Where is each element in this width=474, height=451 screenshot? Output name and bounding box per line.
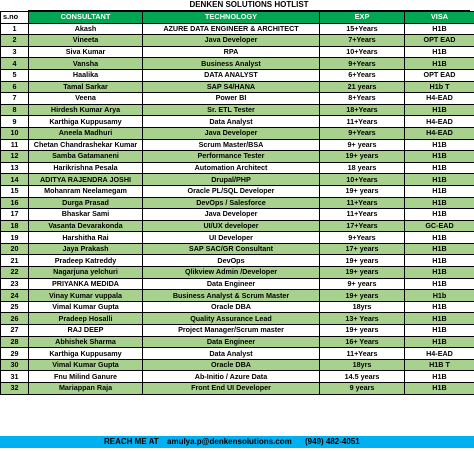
cell-consultant[interactable]: Haalika (29, 69, 143, 81)
cell-sno[interactable]: 27 (1, 325, 29, 337)
cell-consultant[interactable]: RAJ DEEP (29, 325, 143, 337)
cell-sno[interactable]: 26 (1, 313, 29, 325)
cell-sno[interactable]: 32 (1, 383, 29, 395)
table-row[interactable] (1, 359, 474, 371)
table-row[interactable] (1, 23, 474, 35)
cell-consultant[interactable]: Vinay Kumar vuppala (29, 290, 143, 302)
cell-technology[interactable]: Scrum Master/BSA (143, 139, 320, 151)
cell-exp[interactable]: 11+Years (320, 348, 405, 360)
table-row[interactable] (1, 290, 474, 302)
cell-technology[interactable]: Automation Architect (143, 162, 320, 174)
table-row[interactable] (1, 197, 474, 209)
cell-consultant[interactable]: Vineeta (29, 35, 143, 47)
cell-sno[interactable]: 1 (1, 23, 29, 35)
cell-technology[interactable]: Data Analyst (143, 348, 320, 360)
cell-visa[interactable]: H1B (405, 58, 474, 70)
cell-consultant[interactable]: Bhaskar Sami (29, 209, 143, 221)
cell-sno[interactable]: 13 (1, 162, 29, 174)
cell-visa[interactable]: H1B (405, 209, 474, 221)
cell-consultant[interactable]: Veena (29, 93, 143, 105)
cell-sno[interactable]: 16 (1, 197, 29, 209)
cell-sno[interactable]: 21 (1, 255, 29, 267)
cell-exp[interactable]: 11+Years (320, 197, 405, 209)
cell-visa[interactable]: H1b T (405, 81, 474, 93)
cell-consultant[interactable]: Vimal Kumar Gupta (29, 359, 143, 371)
cell-technology[interactable]: Oracle PL/SQL Developer (143, 185, 320, 197)
cell-visa[interactable]: H1B T (405, 359, 474, 371)
header-visa[interactable]: VISA (405, 12, 474, 24)
cell-exp[interactable]: 19+ years (320, 325, 405, 337)
cell-visa[interactable]: H1B (405, 46, 474, 58)
cell-exp[interactable]: 9+Years (320, 232, 405, 244)
contact-footer (0, 436, 474, 448)
table-row[interactable] (1, 267, 474, 279)
cell-visa[interactable]: H1B (405, 383, 474, 395)
cell-sno[interactable]: 6 (1, 81, 29, 93)
cell-consultant[interactable]: Karthiga Kuppusamy (29, 348, 143, 360)
contact-phone[interactable]: (949) 482-4051 (305, 437, 360, 446)
cell-technology[interactable]: DATA ANALYST (143, 69, 320, 81)
header-sno[interactable]: s.no (1, 12, 29, 24)
cell-technology[interactable]: AZURE DATA ENGINEER & ARCHITECT (143, 23, 320, 35)
cell-visa[interactable]: H1B (405, 325, 474, 337)
cell-sno[interactable]: 4 (1, 58, 29, 70)
cell-sno[interactable]: 24 (1, 290, 29, 302)
cell-technology[interactable]: Java Developer (143, 209, 320, 221)
cell-visa[interactable]: H1B (405, 313, 474, 325)
cell-exp[interactable]: 17+Years (320, 220, 405, 232)
table-row[interactable] (1, 46, 474, 58)
cell-visa[interactable]: H1B (405, 151, 474, 163)
cell-exp[interactable]: 16+ Years (320, 336, 405, 348)
cell-technology[interactable]: Data Engineer (143, 278, 320, 290)
cell-exp[interactable]: 10+Years (320, 46, 405, 58)
cell-technology[interactable]: Oracle DBA (143, 301, 320, 313)
table-row[interactable] (1, 348, 474, 360)
cell-consultant[interactable]: Nagarjuna yelchuri (29, 267, 143, 279)
cell-exp[interactable]: 17+ years (320, 243, 405, 255)
header-consultant[interactable]: CONSULTANT (29, 12, 143, 24)
cell-visa[interactable]: H1b (405, 290, 474, 302)
header-exp[interactable]: EXP (320, 12, 405, 24)
cell-exp[interactable]: 8+Years (320, 93, 405, 105)
table-row[interactable] (1, 127, 474, 139)
cell-sno[interactable]: 15 (1, 185, 29, 197)
table-row[interactable] (1, 383, 474, 395)
cell-technology[interactable]: Data Engineer (143, 336, 320, 348)
sheet-title: DENKEN SOLUTIONS HOTLIST (28, 0, 470, 11)
table-row[interactable] (1, 371, 474, 383)
table-row[interactable] (1, 255, 474, 267)
cell-consultant[interactable]: Siva Kumar (29, 46, 143, 58)
table-row[interactable] (1, 313, 474, 325)
cell-sno[interactable]: 10 (1, 127, 29, 139)
cell-consultant[interactable]: Durga Prasad (29, 197, 143, 209)
cell-exp[interactable]: 9+ years (320, 278, 405, 290)
cell-exp[interactable]: 13+ Years (320, 313, 405, 325)
cell-exp[interactable]: 11+Years (320, 209, 405, 221)
cell-exp[interactable]: 19+ years (320, 267, 405, 279)
table-row[interactable] (1, 209, 474, 221)
cell-consultant[interactable]: Pradeep Katreddy (29, 255, 143, 267)
cell-technology[interactable]: Data Analyst (143, 116, 320, 128)
cell-sno[interactable]: 18 (1, 220, 29, 232)
cell-technology[interactable]: SAP SAC/GR Consultant (143, 243, 320, 255)
cell-sno[interactable]: 25 (1, 301, 29, 313)
reach-label: REACH ME AT (104, 437, 159, 446)
cell-visa[interactable]: H1B (405, 336, 474, 348)
cell-technology[interactable]: Oracle DBA (143, 359, 320, 371)
cell-sno[interactable]: 30 (1, 359, 29, 371)
cell-sno[interactable]: 19 (1, 232, 29, 244)
table-row[interactable] (1, 104, 474, 116)
header-row (1, 12, 474, 24)
cell-sno[interactable]: 3 (1, 46, 29, 58)
cell-visa[interactable]: H4-EAD (405, 348, 474, 360)
table-row[interactable] (1, 174, 474, 186)
table-row[interactable] (1, 301, 474, 313)
table-body (1, 23, 474, 394)
cell-sno[interactable]: 8 (1, 104, 29, 116)
cell-visa[interactable]: H1B (405, 232, 474, 244)
cell-technology[interactable]: DevOps / Salesforce (143, 197, 320, 209)
cell-technology[interactable]: Qlikview Admin /Developer (143, 267, 320, 279)
header-technology[interactable]: TECHNOLOGY (143, 12, 320, 24)
cell-technology[interactable]: RPA (143, 46, 320, 58)
cell-exp[interactable]: 19+ years (320, 151, 405, 163)
cell-exp[interactable]: 21 years (320, 81, 405, 93)
table-row[interactable] (1, 81, 474, 93)
cell-consultant[interactable]: Hirdesh Kumar Arya (29, 104, 143, 116)
cell-technology[interactable]: UI Developer (143, 232, 320, 244)
cell-consultant[interactable]: Harshitha Rai (29, 232, 143, 244)
cell-visa[interactable]: H1B (405, 301, 474, 313)
cell-visa[interactable]: OPT EAD (405, 69, 474, 81)
cell-consultant[interactable]: Mohanram Neelamegam (29, 185, 143, 197)
cell-technology[interactable]: Java Developer (143, 35, 320, 47)
cell-visa[interactable]: GC-EAD (405, 220, 474, 232)
cell-sno[interactable]: 17 (1, 209, 29, 221)
cell-exp[interactable]: 9 years (320, 383, 405, 395)
cell-sno[interactable]: 29 (1, 348, 29, 360)
cell-visa[interactable]: H1B (405, 139, 474, 151)
cell-sno[interactable]: 2 (1, 35, 29, 47)
cell-visa[interactable]: H1B (405, 174, 474, 186)
cell-visa[interactable]: OPT EAD (405, 35, 474, 47)
cell-technology[interactable]: Sr. ETL Tester (143, 104, 320, 116)
cell-consultant[interactable]: Vansha (29, 58, 143, 70)
cell-consultant[interactable]: Akash (29, 23, 143, 35)
table-row[interactable] (1, 93, 474, 105)
cell-sno[interactable]: 31 (1, 371, 29, 383)
cell-sno[interactable]: 11 (1, 139, 29, 151)
cell-technology[interactable]: UI/UX developer (143, 220, 320, 232)
contact-email[interactable]: amulya.p@denkensolutions.com (167, 437, 292, 446)
cell-visa[interactable]: H1B (405, 371, 474, 383)
cell-technology[interactable]: Business Analyst (143, 58, 320, 70)
table-row[interactable] (1, 232, 474, 244)
cell-exp[interactable]: 10+Years (320, 174, 405, 186)
cell-sno[interactable]: 28 (1, 336, 29, 348)
table-row[interactable] (1, 58, 474, 70)
cell-visa[interactable]: H1B (405, 162, 474, 174)
cell-consultant[interactable]: Chetan Chandrashekar Kumar (29, 139, 143, 151)
cell-consultant[interactable]: Abhishek Sharma (29, 336, 143, 348)
cell-technology[interactable]: Power BI (143, 93, 320, 105)
cell-visa[interactable]: H1B (405, 255, 474, 267)
cell-technology[interactable]: Drupal/PHP (143, 174, 320, 186)
cell-exp[interactable]: 9+ years (320, 139, 405, 151)
cell-exp[interactable]: 19+ years (320, 255, 405, 267)
cell-technology[interactable]: Business Analyst & Scrum Master (143, 290, 320, 302)
cell-technology[interactable]: DevOps (143, 255, 320, 267)
cell-exp[interactable]: 9+Years (320, 58, 405, 70)
cell-visa[interactable]: H1B (405, 23, 474, 35)
cell-visa[interactable]: H1B (405, 278, 474, 290)
cell-sno[interactable]: 14 (1, 174, 29, 186)
cell-sno[interactable]: 22 (1, 267, 29, 279)
cell-consultant[interactable]: Vimal Kumar Gupta (29, 301, 143, 313)
cell-exp[interactable]: 9+Years (320, 127, 405, 139)
cell-consultant[interactable]: Samba Gatamaneni (29, 151, 143, 163)
table-row[interactable] (1, 278, 474, 290)
cell-technology[interactable]: Project Manager/Scrum master (143, 325, 320, 337)
cell-exp[interactable]: 18 years (320, 162, 405, 174)
cell-exp[interactable]: 7+Years (320, 35, 405, 47)
cell-consultant[interactable]: PRIYANKA MEDIDA (29, 278, 143, 290)
cell-visa[interactable]: H4-EAD (405, 116, 474, 128)
cell-technology[interactable]: Front End UI Developer (143, 383, 320, 395)
table-row[interactable] (1, 139, 474, 151)
cell-consultant[interactable]: Tamal Sarkar (29, 81, 143, 93)
cell-technology[interactable]: Performance Tester (143, 151, 320, 163)
cell-exp[interactable]: 14.5 years (320, 371, 405, 383)
cell-consultant[interactable]: Karthiga Kuppusamy (29, 116, 143, 128)
cell-exp[interactable]: 18yrs (320, 359, 405, 371)
cell-consultant[interactable]: Vasanta Devarakonda (29, 220, 143, 232)
cell-exp[interactable]: 11+Years (320, 116, 405, 128)
table-row[interactable] (1, 151, 474, 163)
cell-exp[interactable]: 19+ years (320, 290, 405, 302)
cell-visa[interactable]: H1B (405, 267, 474, 279)
cell-sno[interactable]: 7 (1, 93, 29, 105)
cell-exp[interactable]: 19+ years (320, 185, 405, 197)
cell-consultant[interactable]: Aneela Madhuri (29, 127, 143, 139)
hotlist-table (0, 11, 474, 395)
cell-sno[interactable]: 20 (1, 243, 29, 255)
table-row[interactable] (1, 185, 474, 197)
cell-visa[interactable]: H1B (405, 243, 474, 255)
table-row[interactable] (1, 116, 474, 128)
cell-technology[interactable]: Quality Assurance Lead (143, 313, 320, 325)
cell-sno[interactable]: 5 (1, 69, 29, 81)
cell-visa[interactable]: H4-EAD (405, 127, 474, 139)
cell-exp[interactable]: 18+Years (320, 104, 405, 116)
cell-consultant[interactable]: Fnu Milind Ganure (29, 371, 143, 383)
cell-technology[interactable]: Ab-Initio / Azure Data (143, 371, 320, 383)
table-row[interactable] (1, 243, 474, 255)
cell-visa[interactable]: H1B (405, 104, 474, 116)
cell-visa[interactable]: H1B (405, 197, 474, 209)
table-row[interactable] (1, 35, 474, 47)
cell-consultant[interactable]: Jaya Prakash (29, 243, 143, 255)
cell-consultant[interactable]: ADITYA RAJENDRA JOSHI (29, 174, 143, 186)
cell-sno[interactable]: 23 (1, 278, 29, 290)
table-row[interactable] (1, 336, 474, 348)
table-row[interactable] (1, 162, 474, 174)
table-row[interactable] (1, 220, 474, 232)
cell-exp[interactable]: 18yrs (320, 301, 405, 313)
cell-exp[interactable]: 15+Years (320, 23, 405, 35)
cell-consultant[interactable]: Harikrishna Pesala (29, 162, 143, 174)
cell-exp[interactable]: 6+Years (320, 69, 405, 81)
cell-consultant[interactable]: Mariappan Raja (29, 383, 143, 395)
table-row[interactable] (1, 325, 474, 337)
cell-technology[interactable]: SAP S4/HANA (143, 81, 320, 93)
cell-visa[interactable]: H1B (405, 185, 474, 197)
cell-consultant[interactable]: Pradeep Hosalli (29, 313, 143, 325)
cell-visa[interactable]: H4-EAD (405, 93, 474, 105)
cell-sno[interactable]: 9 (1, 116, 29, 128)
cell-technology[interactable]: Java Developer (143, 127, 320, 139)
cell-sno[interactable]: 12 (1, 151, 29, 163)
table-row[interactable] (1, 69, 474, 81)
